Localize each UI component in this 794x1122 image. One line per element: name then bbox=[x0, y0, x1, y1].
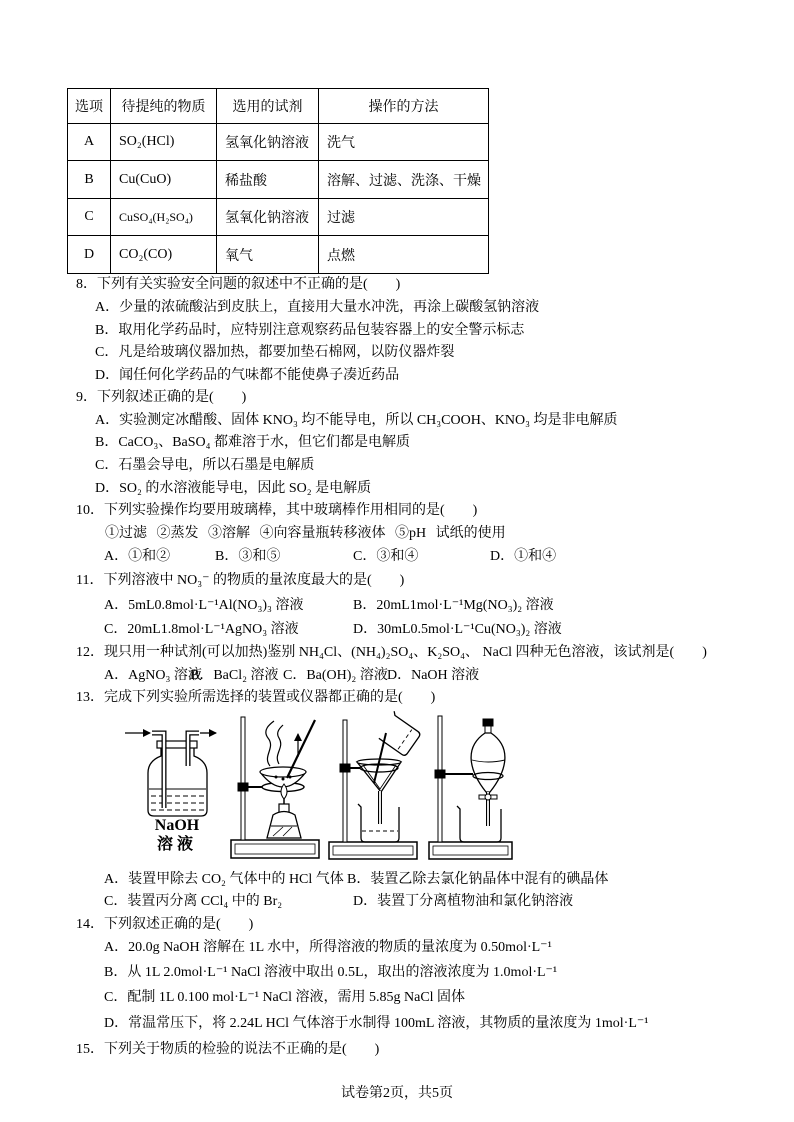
table-cell-method: 洗气 bbox=[319, 124, 489, 161]
stand-base bbox=[231, 840, 319, 858]
receiving-beaker bbox=[457, 806, 501, 842]
clamp-boss bbox=[435, 770, 445, 778]
apparatus-figure bbox=[118, 706, 520, 866]
question-9-option-a: A．实验测定冰醋酸、固体 KNO₃ 均不能导电，所以 CH₃COOH、KNO₃ 均是非电解质 bbox=[95, 413, 618, 428]
question-12-option-d: D．NaOH 溶液 bbox=[387, 668, 480, 683]
question-9-option-b: B．CaCO₃、BaSO₄ 都难溶于水，但它们都是电解质 bbox=[95, 435, 411, 450]
question-11-stem: 11．下列溶液中 NO₃⁻ 的物质的量浓度最大的是( ) bbox=[76, 573, 405, 588]
funnel-stopper bbox=[483, 719, 493, 726]
table-cell-method: 过滤 bbox=[319, 199, 489, 236]
table-cell-method: 溶解、过滤、洗涤、干燥 bbox=[319, 161, 489, 199]
table-row bbox=[68, 124, 489, 161]
question-14-stem: 14．下列叙述正确的是( ) bbox=[76, 917, 254, 932]
question-14-option-a: A．20.0g NaOH 溶解在 1L 水中，所得溶液的物质的量浓度为 0.50mol·L⁻¹ bbox=[104, 940, 552, 955]
question-13-option-a: A．装置甲除去 CO₂ 气体中的 HCl 气体 bbox=[104, 872, 344, 887]
question-8-option-c: C．凡是给玻璃仪器加热，都要加垫石棉网，以防仪器炸裂 bbox=[95, 345, 455, 360]
question-14-option-d: D．常温常压下，将 2.24L HCl 气体溶于水制得 100mL 溶液，其物质的量浓度为 1mol·L⁻¹ bbox=[104, 1016, 649, 1031]
stand-base bbox=[429, 842, 512, 859]
question-11-option-b: B．20mL1mol·L⁻¹Mg(NO₃)₂ 溶液 bbox=[353, 598, 554, 613]
page-footer: 试卷第2页，共5页 bbox=[341, 1086, 453, 1101]
table-header-row bbox=[68, 89, 489, 124]
table-header-reagent: 选用的试剂 bbox=[217, 89, 319, 124]
table-cell-option: C bbox=[68, 199, 111, 236]
question-13-option-c: C．装置丙分离 CCl₄ 中的 Br₂ bbox=[104, 894, 283, 909]
question-15-stem: 15．下列关于物质的检验的说法不正确的是( ) bbox=[76, 1042, 380, 1057]
question-8-option-a: A．少量的浓硫酸沾到皮肤上，直接用大量水冲洗，再涂上碳酸氢钠溶液 bbox=[95, 300, 540, 315]
table-header-substance: 待提纯的物质 bbox=[111, 89, 217, 124]
question-10-option-b: B．③和⑤ bbox=[215, 549, 281, 564]
table-cell-substance: CO₂(CO) bbox=[111, 236, 217, 274]
question-14-option-c: C．配制 1L 0.100 mol·L⁻¹ NaCl 溶液，需用 5.85g NaCl 固体 bbox=[104, 990, 466, 1005]
question-14-option-b: B．从 1L 2.0mol·L⁻¹ NaCl 溶液中取出 0.5L，取出的溶液浓度为 1.0mol·L⁻¹ bbox=[104, 965, 558, 980]
question-11-option-c: C．20mL1.8mol·L⁻¹AgNO₃ 溶液 bbox=[104, 622, 299, 637]
question-10-option-c: C．③和④ bbox=[353, 549, 419, 564]
table-row bbox=[68, 199, 489, 236]
question-12-option-c: C．Ba(OH)₂ 溶液 bbox=[283, 668, 388, 683]
stand-rod bbox=[343, 720, 347, 842]
clamp-boss bbox=[340, 764, 350, 772]
table-cell-reagent: 氢氧化钠溶液 bbox=[217, 124, 319, 161]
table-cell-substance: CuSO₄(H₂SO₄) bbox=[111, 199, 217, 236]
question-13-option-b: B．装置乙除去氯化钠晶体中混有的碘晶体 bbox=[347, 872, 609, 887]
question-10-option-a: A．①和② bbox=[104, 549, 171, 564]
purification-table bbox=[67, 88, 489, 274]
question-11-option-d: D．30mL0.5mol·L⁻¹Cu(NO₃)₂ 溶液 bbox=[353, 622, 562, 637]
bottle-label-naoh: NaOH bbox=[154, 817, 200, 834]
question-10-option-d: D．①和④ bbox=[490, 549, 557, 564]
table-cell-option: B bbox=[68, 161, 111, 199]
question-12-option-a: A．AgNO₃ 溶液 bbox=[104, 668, 202, 683]
table-header-option: 选项 bbox=[68, 89, 111, 124]
table-cell-option: A bbox=[68, 124, 111, 161]
table-cell-method: 点燃 bbox=[319, 236, 489, 274]
apparatus-jia-gas-washing-bottle bbox=[125, 733, 216, 853]
clamp-boss bbox=[238, 783, 248, 791]
question-8-option-b: B．取用化学药品时，应特别注意观察药品包装容器上的安全警示标志 bbox=[95, 323, 525, 338]
question-8-option-d: D．闻任何化学药品的气味都不能使鼻子凑近药品 bbox=[95, 368, 400, 383]
table-cell-substance: SO₂(HCl) bbox=[111, 124, 217, 161]
table-cell-reagent: 氧气 bbox=[217, 236, 319, 274]
stand-base bbox=[329, 842, 417, 859]
bottle-label-solution: 溶液 bbox=[156, 836, 198, 853]
table-cell-reagent: 氢氧化钠溶液 bbox=[217, 199, 319, 236]
stand-rod bbox=[438, 716, 442, 842]
question-9-option-d: D．SO₂ 的水溶液能导电，因此 SO₂ 是电解质 bbox=[95, 481, 372, 496]
apparatus-ding-separatory-funnel bbox=[429, 716, 512, 859]
vapor-wisp bbox=[266, 721, 274, 766]
apparatus-bing-filtration bbox=[329, 711, 423, 859]
question-10-stem: 10．下列实验操作均要用玻璃棒，其中玻璃棒作用相同的是( ) bbox=[76, 503, 478, 518]
table-row bbox=[68, 236, 489, 274]
alcohol-lamp bbox=[267, 812, 301, 839]
table-row bbox=[68, 161, 489, 199]
table-header-method: 操作的方法 bbox=[319, 89, 489, 124]
bottle-body bbox=[148, 748, 207, 816]
question-13-stem: 13．完成下列实验所需选择的装置或仪器都正确的是( ) bbox=[76, 690, 436, 705]
table-cell-option: D bbox=[68, 236, 111, 274]
question-13-option-d: D．装置丁分离植物油和氯化钠溶液 bbox=[353, 894, 574, 909]
question-12-stem: 12．现只用一种试剂(可以加热)鉴别 NH₄Cl、(NH₄)₂SO₄、K₂SO₄、 NaCl 四种无色溶液，该试剂是( ) bbox=[76, 645, 707, 660]
question-9-stem: 9．下列叙述正确的是( ) bbox=[76, 390, 247, 405]
apparatus-yi-evaporation bbox=[231, 717, 319, 858]
stand-rod bbox=[241, 717, 245, 840]
separatory-funnel-body bbox=[471, 733, 505, 792]
question-8-stem: 8．下列有关实验安全问题的叙述中不正确的是( ) bbox=[76, 277, 401, 292]
vapor-wisp bbox=[277, 725, 283, 764]
question-9-option-c: C．石墨会导电，所以石墨是电解质 bbox=[95, 458, 315, 473]
pouring-beaker bbox=[376, 711, 422, 756]
table-cell-substance: Cu(CuO) bbox=[111, 161, 217, 199]
question-11-option-a: A．5mL0.8mol·L⁻¹Al(NO₃)₃ 溶液 bbox=[104, 598, 304, 613]
table-cell-reagent: 稀盐酸 bbox=[217, 161, 319, 199]
question-12-option-b: B．BaCl₂ 溶液 bbox=[190, 668, 279, 683]
question-10-operation-list: ①过滤 ②蒸发 ③溶解 ④向容量瓶转移液体 ⑤pH 试纸的使用 bbox=[105, 526, 506, 541]
